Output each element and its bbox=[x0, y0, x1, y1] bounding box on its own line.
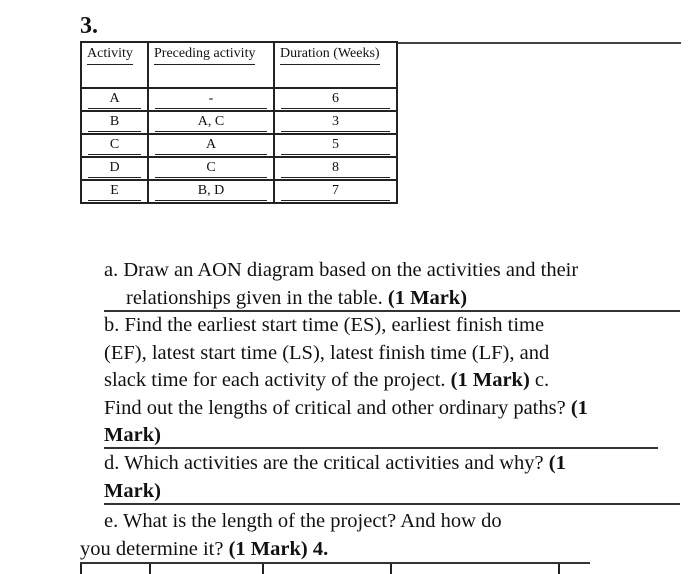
cell-text: A bbox=[88, 89, 141, 109]
part-b-line2: (EF), latest start time (LS), latest finish time (LF), and bbox=[104, 341, 550, 364]
next-table-col bbox=[390, 564, 558, 574]
cell-text: C bbox=[155, 158, 267, 178]
part-b-line3: slack time for each activity of the project. bbox=[104, 369, 451, 391]
part-d-mark-a: (1 bbox=[548, 452, 566, 474]
cell-activity bbox=[81, 180, 148, 203]
top-divider bbox=[396, 42, 681, 44]
header-preceding bbox=[148, 42, 274, 88]
table-row bbox=[81, 157, 397, 180]
part-e-mark: (1 Mark) 4. bbox=[228, 537, 329, 560]
cell-text: D bbox=[88, 158, 141, 178]
part-d-line1: d. Which activities are the critical activities and why? bbox=[104, 452, 549, 474]
next-table-col bbox=[262, 564, 390, 574]
part-a-mark: (1 Mark) bbox=[387, 286, 468, 309]
header-duration bbox=[274, 42, 397, 88]
header-activity-label: Activity bbox=[87, 45, 133, 65]
cell-text: B, D bbox=[155, 181, 267, 201]
cell-text: C bbox=[88, 135, 141, 155]
cell-preceding bbox=[148, 157, 274, 180]
part-b bbox=[104, 312, 674, 450]
cell-text: B bbox=[88, 112, 141, 132]
part-c-mark-b: Mark) bbox=[104, 424, 161, 446]
next-table-col bbox=[149, 564, 262, 574]
cell-text: E bbox=[88, 181, 141, 201]
cell-preceding bbox=[148, 180, 274, 203]
cell-duration bbox=[274, 180, 397, 203]
table-row bbox=[81, 134, 397, 157]
cell-text: 7 bbox=[281, 181, 390, 201]
cell-text: 6 bbox=[281, 89, 390, 109]
part-d-mark-b: Mark) bbox=[104, 479, 161, 502]
cell-activity bbox=[81, 88, 148, 111]
next-table-top bbox=[80, 562, 590, 574]
part-e-line2: you determine it? bbox=[80, 537, 229, 560]
cell-duration bbox=[274, 88, 397, 111]
cell-duration bbox=[274, 157, 397, 180]
next-table-col bbox=[558, 564, 590, 574]
next-table-col bbox=[80, 564, 149, 574]
table-row bbox=[81, 111, 397, 134]
table-header-row bbox=[81, 42, 397, 88]
cell-preceding bbox=[148, 134, 274, 157]
part-a-line2: relationships given in the table. bbox=[126, 286, 388, 309]
table-row bbox=[81, 88, 397, 111]
cell-text: A bbox=[155, 135, 267, 155]
part-a bbox=[104, 257, 684, 312]
divider-c bbox=[104, 447, 658, 449]
cell-text: - bbox=[155, 89, 267, 109]
cell-preceding bbox=[148, 88, 274, 111]
part-c-label: c. bbox=[529, 369, 550, 391]
divider-d bbox=[104, 503, 680, 505]
header-preceding-label: Preceding activity bbox=[154, 45, 255, 65]
activity-table bbox=[80, 41, 398, 204]
cell-activity bbox=[81, 134, 148, 157]
part-d bbox=[104, 450, 674, 505]
part-c-mark-a: (1 bbox=[570, 396, 588, 419]
cell-text: 8 bbox=[281, 158, 390, 178]
cell-preceding bbox=[148, 111, 274, 134]
part-b-mark: (1 Mark) bbox=[450, 369, 530, 391]
cell-duration bbox=[274, 111, 397, 134]
part-a-line1: a. Draw an AON diagram based on the activities and their bbox=[104, 259, 579, 281]
cell-activity bbox=[81, 157, 148, 180]
cell-activity bbox=[81, 111, 148, 134]
cell-duration bbox=[274, 134, 397, 157]
part-e-line1: e. What is the length of the project? And how do bbox=[104, 510, 502, 532]
table-row bbox=[81, 180, 397, 203]
question-number: 3. bbox=[80, 13, 98, 39]
part-e bbox=[80, 508, 680, 563]
part-b-line1: b. Find the earliest start time (ES), earliest finish time bbox=[104, 314, 545, 336]
part-a-line2-wrap bbox=[104, 285, 684, 313]
cell-text: 3 bbox=[281, 112, 390, 132]
cell-text: A, C bbox=[155, 112, 267, 132]
header-duration-label: Duration (Weeks) bbox=[280, 45, 380, 65]
cell-text: 5 bbox=[281, 135, 390, 155]
part-c-line1: Find out the lengths of critical and other ordinary paths? bbox=[104, 396, 571, 419]
header-activity bbox=[81, 42, 148, 88]
